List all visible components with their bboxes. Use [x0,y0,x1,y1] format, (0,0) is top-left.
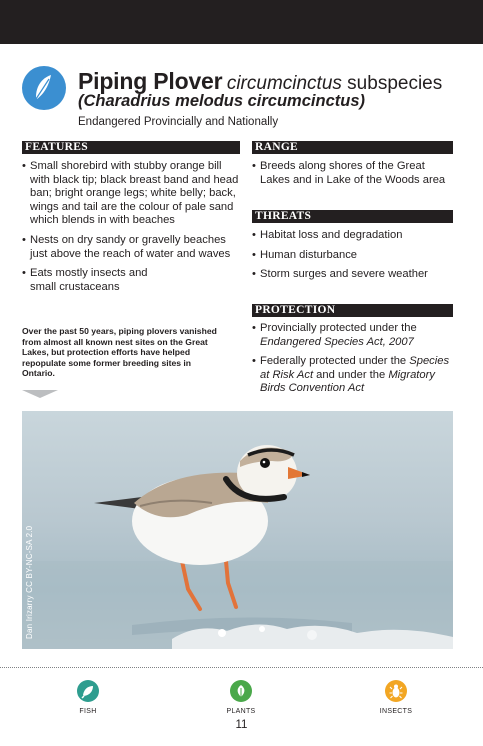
range-list [252,160,453,193]
scientific-name: (Charadrius melodus circumcinctus) [78,92,365,110]
nav-insects[interactable] [366,680,426,715]
subspecies-suffix: subspecies [341,73,443,94]
bird-photo [22,411,453,649]
features-list [22,160,240,300]
species-name: Piping Plover [78,68,223,94]
subspecies-name: circumcinctus [226,73,342,94]
nav-label: PLANTS [226,708,256,715]
nav-plants[interactable] [211,680,271,715]
divider [0,667,483,668]
callout-text: Over the past 50 years, piping plovers vanished from almost all known nest sites on the Great Lakes, but protection efforts have helped repopulate some former breeding sites in Ontario. [22,326,217,379]
act-name: Species at Risk Act [260,355,450,381]
callout-arrow [22,390,58,398]
leaf-icon [230,680,252,702]
nav-fish[interactable] [58,680,118,715]
list-item: • Storm surges and severe weather [252,268,453,282]
conservation-status: Endangered Provincially and Nationally [78,116,279,128]
list-item: • Human disturbance [252,249,453,263]
act-name: Endangered Species Act, 2007 [260,335,414,348]
list-item [252,322,453,349]
threats-heading: THREATS [252,210,453,223]
top-bar [0,0,483,44]
protection-list [252,322,453,402]
list-item: • Eats mostly insects and small crustaceans [22,267,162,294]
protection-text: Provincially protected under the [260,322,417,334]
nav-label: FISH [79,708,97,715]
photo-credit: Dan Irizarry CC BY-NC-SA 2.0 [25,525,34,639]
list-item: • Nests on dry sandy or gravelly beaches just above the reach of water and waves [22,234,240,261]
protection-text: Federally protected under the [260,355,410,368]
feather-icon [22,66,66,110]
protection-heading: PROTECTION [252,304,453,317]
fish-icon [77,680,99,702]
bug-icon [385,680,407,702]
list-item: • Small shorebird with stubby orange bill with black tip; black breast band and head ban; bright orange legs; white belly; back, wings and tail are the colour of pale sand which blends in with beaches [22,160,240,228]
act-name: Migratory Birds Convention Act [260,368,435,395]
protection-text: and under the [313,368,389,381]
list-item [252,355,453,396]
nav-label: INSECTS [379,708,413,715]
page-title [78,68,442,95]
features-heading: FEATURES [22,141,240,154]
list-item: • Breeds along shores of the Great Lakes and in Lake of the Woods area [252,160,453,187]
list-item: • Habitat loss and degradation [252,229,453,243]
range-heading: RANGE [252,141,453,154]
page-number: 11 [235,719,248,731]
threats-list [252,229,453,288]
